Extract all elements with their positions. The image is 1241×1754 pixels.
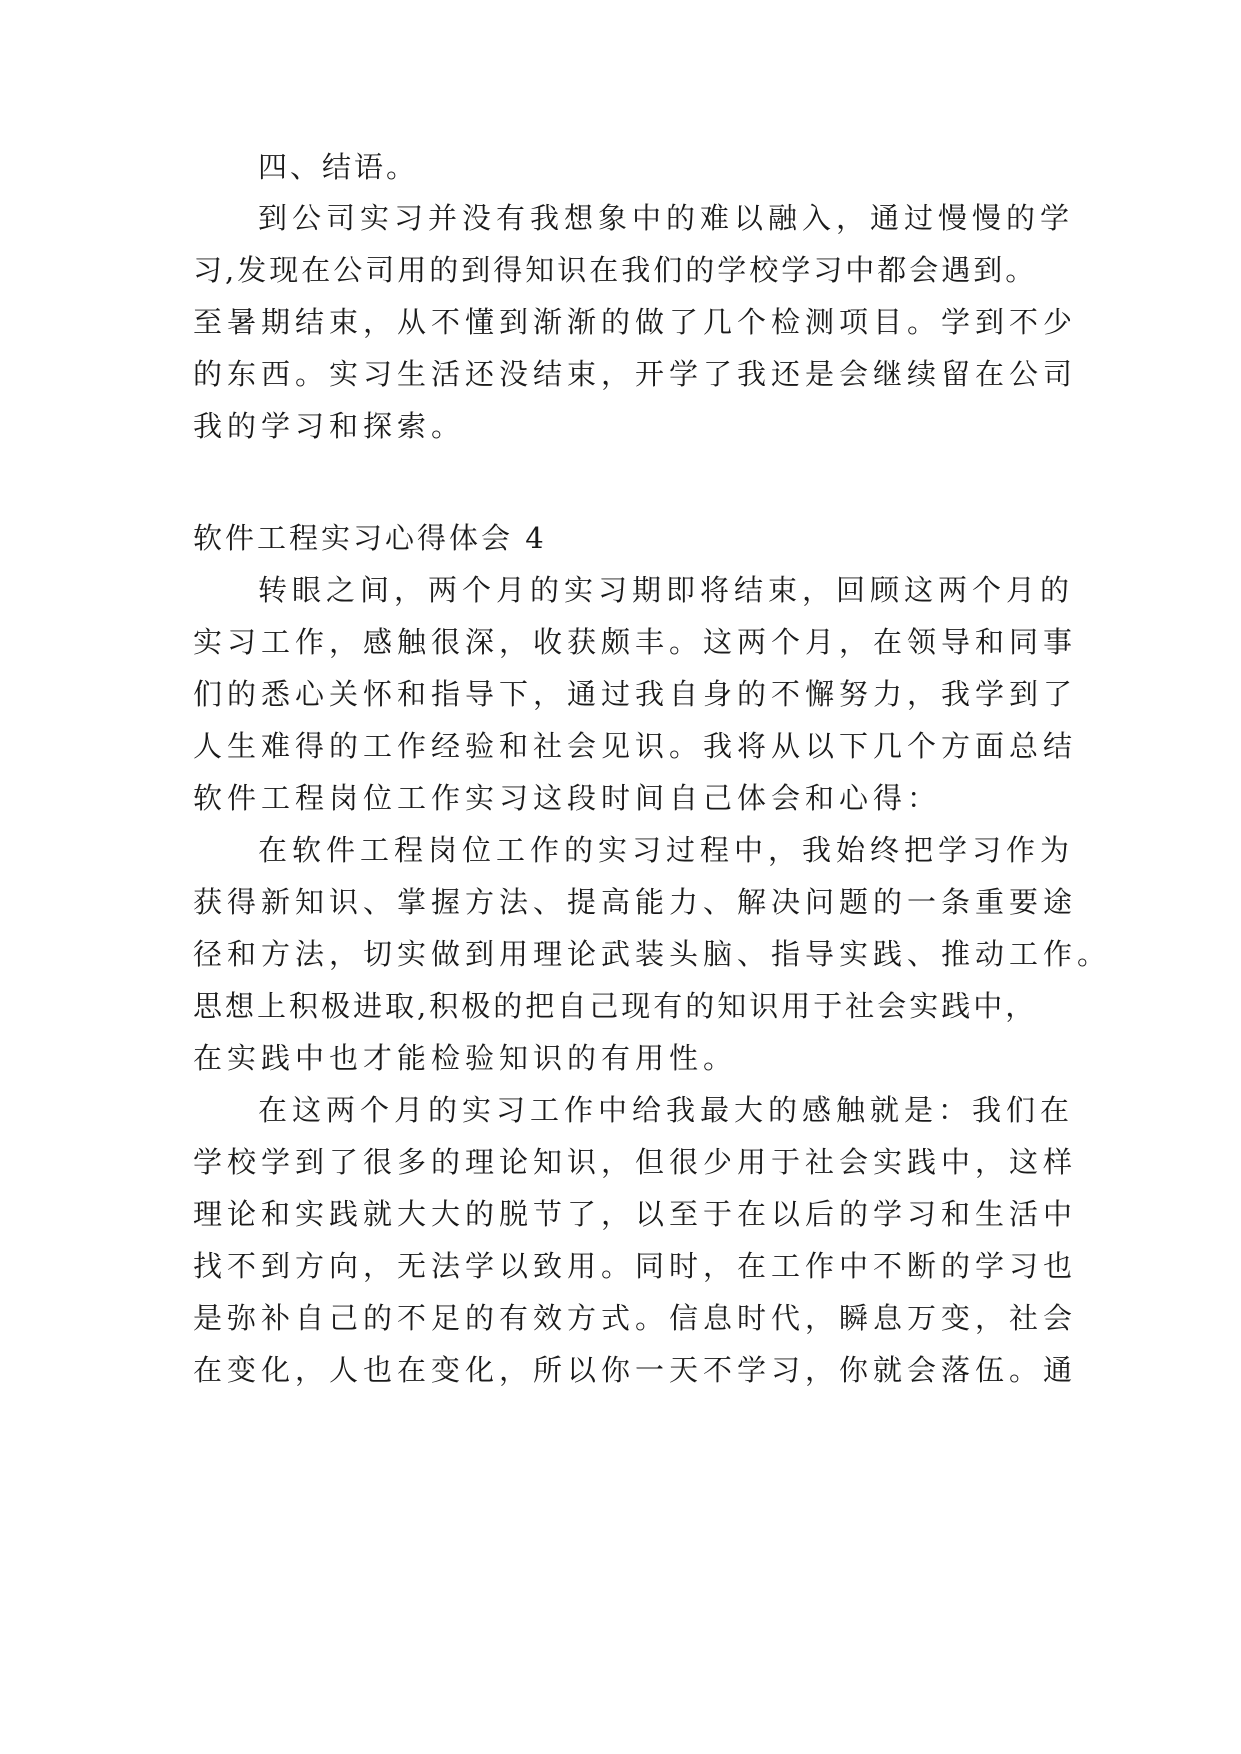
paragraph-line: 获得新知识、掌握方法、提高能力、解决问题的一条重要途 [193,885,1078,919]
paragraph-line: 实习工作，感触很深，收获颇丰。这两个月，在领导和同事 [193,625,1078,659]
paragraph-line: 到公司实习并没有我想象中的难以融入，通过慢慢的学 [258,201,1075,235]
paragraph-line: 在实践中也才能检验知识的有用性。 [193,1041,738,1075]
paragraph-line: 转眼之间，两个月的实习期即将结束，回顾这两个月的 [258,573,1075,607]
article-title: 软件工程实习心得体会 4 [193,521,547,555]
paragraph-line: 在变化，人也在变化，所以你一天不学习，你就会落伍。通 [193,1353,1078,1387]
paragraph-line: 思想上积极进取,积极的把自己现有的知识用于社会实践中， [193,989,1038,1023]
paragraph-line: 在这两个月的实习工作中给我最大的感触就是：我们在 [258,1093,1075,1127]
paragraph-line: 们的悉心关怀和指导下，通过我自身的不懈努力，我学到了 [193,677,1078,711]
paragraph-line: 理论和实践就大大的脱节了，以至于在以后的学习和生活中 [193,1197,1078,1231]
paragraph-line: 的东西。实习生活还没结束，开学了我还是会继续留在公司 [193,357,1078,391]
paragraph-line: 习,发现在公司用的到得知识在我们的学校学习中都会遇到。 [193,253,1038,287]
paragraph-line: 在软件工程岗位工作的实习过程中，我始终把学习作为 [258,833,1075,867]
paragraph-line: 人生难得的工作经验和社会见识。我将从以下几个方面总结 [193,729,1078,763]
paragraph-line: 我的学习和探索。 [193,409,466,443]
paragraph-line: 至暑期结束，从不懂到渐渐的做了几个检测项目。学到不少 [193,305,1078,339]
paragraph-line: 是弥补自己的不足的有效方式。信息时代，瞬息万变，社会 [193,1301,1078,1335]
paragraph-line: 学校学到了很多的理论知识，但很少用于社会实践中，这样 [193,1145,1078,1179]
paragraph-line: 找不到方向，无法学以致用。同时，在工作中不断的学习也 [193,1249,1078,1283]
paragraph-line: 径和方法，切实做到用理论武装头脑、指导实践、推动工作。 [193,937,1112,971]
section-heading-conclusion: 四、结语。 [258,150,419,184]
paragraph-line: 软件工程岗位工作实习这段时间自己体会和心得： [193,781,942,815]
